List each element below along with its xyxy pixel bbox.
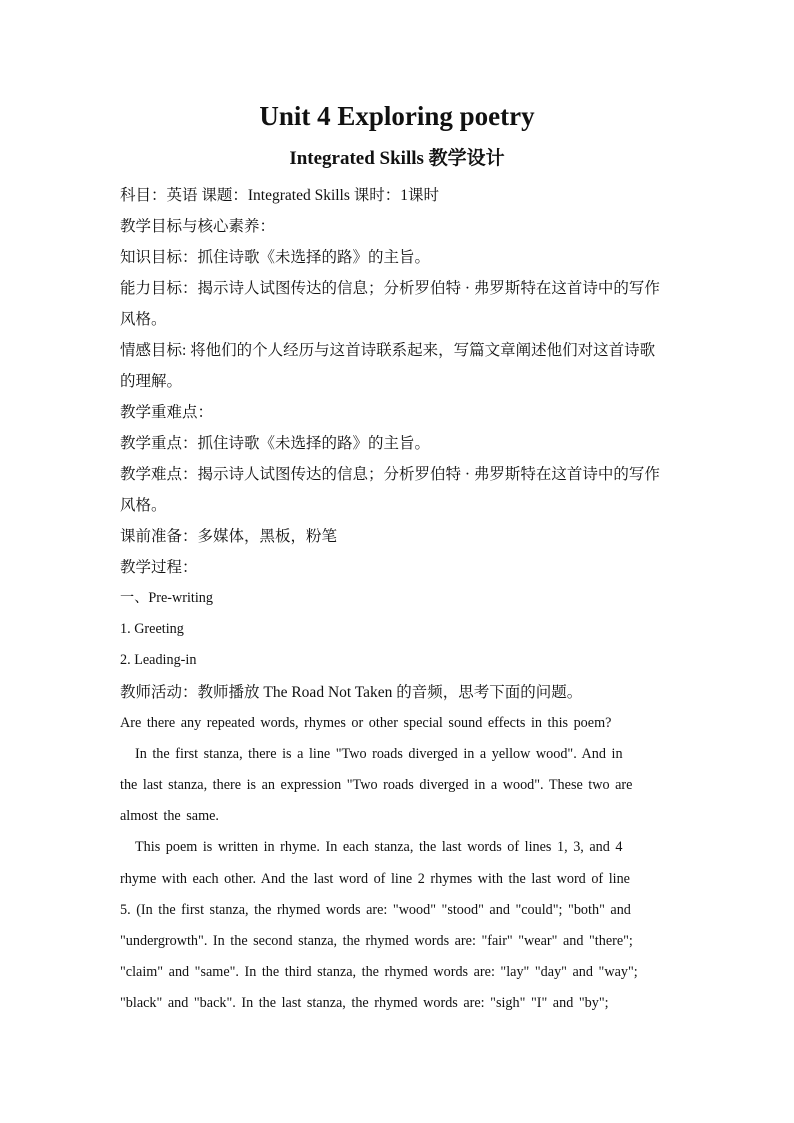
step-greeting: 1. Greeting bbox=[120, 621, 184, 638]
question-line: Are there any repeated words, rhymes or other special sound effects in this poem? bbox=[120, 714, 612, 731]
document-title: Unit 4 Exploring poetry bbox=[259, 101, 535, 131]
answer-paragraph-2-line-4: "undergrowth". In the second stanza, the rhymed words are: "fair" "wear" and "there"; bbox=[120, 933, 633, 950]
answer-paragraph-2-line-6: "black" and "back". In the last stanza, the rhymed words are: "sigh" "I" and "by"; bbox=[120, 995, 609, 1012]
teaching-key-point: 教学重点：抓住诗歌《未选择的路》的主旨。 bbox=[120, 435, 431, 452]
answer-paragraph-2-line-5: "claim" and "same". In the third stanza, the rhymed words are: "lay" "day" and "way"; bbox=[120, 964, 638, 981]
answer-paragraph-1-line-1: In the first stanza, there is a line "Two roads diverged in a yellow wood". And in bbox=[135, 745, 623, 762]
answer-paragraph-2-line-3: 5. (In the first stanza, the rhymed words are: "wood" "stood" and "could"; "both" and bbox=[120, 901, 631, 918]
preparation-line: 课前准备：多媒体，黑板，粉笔 bbox=[120, 528, 338, 545]
answer-paragraph-2-line-1: This poem is written in rhyme. In each stanza, the last words of lines 1, 3, and 4 bbox=[135, 839, 623, 856]
answer-paragraph-1-line-2: the last stanza, there is an expression "Two roads diverged in a wood". These two are bbox=[120, 777, 633, 794]
section-pre-writing: 一、Pre-writing bbox=[120, 590, 213, 606]
teaching-difficulty-cont: 风格。 bbox=[120, 497, 167, 514]
emotion-objective-cont: 的理解。 bbox=[120, 373, 183, 390]
teaching-difficulty: 教学难点：揭示诗人试图传达的信息；分析罗伯特 · 弗罗斯特在这首诗中的写作 bbox=[120, 466, 660, 483]
objectives-heading: 教学目标与核心素养： bbox=[120, 218, 276, 235]
course-info-line: 科目：英语 课题：Integrated Skills 课时：1课时 bbox=[120, 187, 440, 204]
ability-objective-cont: 风格。 bbox=[120, 311, 167, 328]
ability-objective: 能力目标：揭示诗人试图传达的信息；分析罗伯特 · 弗罗斯特在这首诗中的写作 bbox=[120, 280, 660, 297]
answer-paragraph-2-line-2: rhyme with each other. And the last word of line 2 rhymes with the last word of line bbox=[120, 870, 630, 887]
document-body bbox=[120, 180, 680, 1020]
process-heading: 教学过程： bbox=[120, 559, 198, 576]
key-difficult-heading: 教学重难点： bbox=[120, 404, 214, 421]
step-leading-in: 2. Leading-in bbox=[120, 652, 197, 669]
emotion-objective: 情感目标: 将他们的个人经历与这首诗联系起来，写篇文章阐述他们对这首诗歌 bbox=[120, 342, 656, 359]
answer-paragraph-1-line-3: almost the same. bbox=[120, 808, 219, 825]
teacher-activity: 教师活动：教师播放 The Road Not Taken 的音频，思考下面的问题。 bbox=[120, 683, 583, 701]
document-subtitle: Integrated Skills 教学设计 bbox=[289, 148, 505, 169]
knowledge-objective: 知识目标：抓住诗歌《未选择的路》的主旨。 bbox=[120, 249, 431, 266]
